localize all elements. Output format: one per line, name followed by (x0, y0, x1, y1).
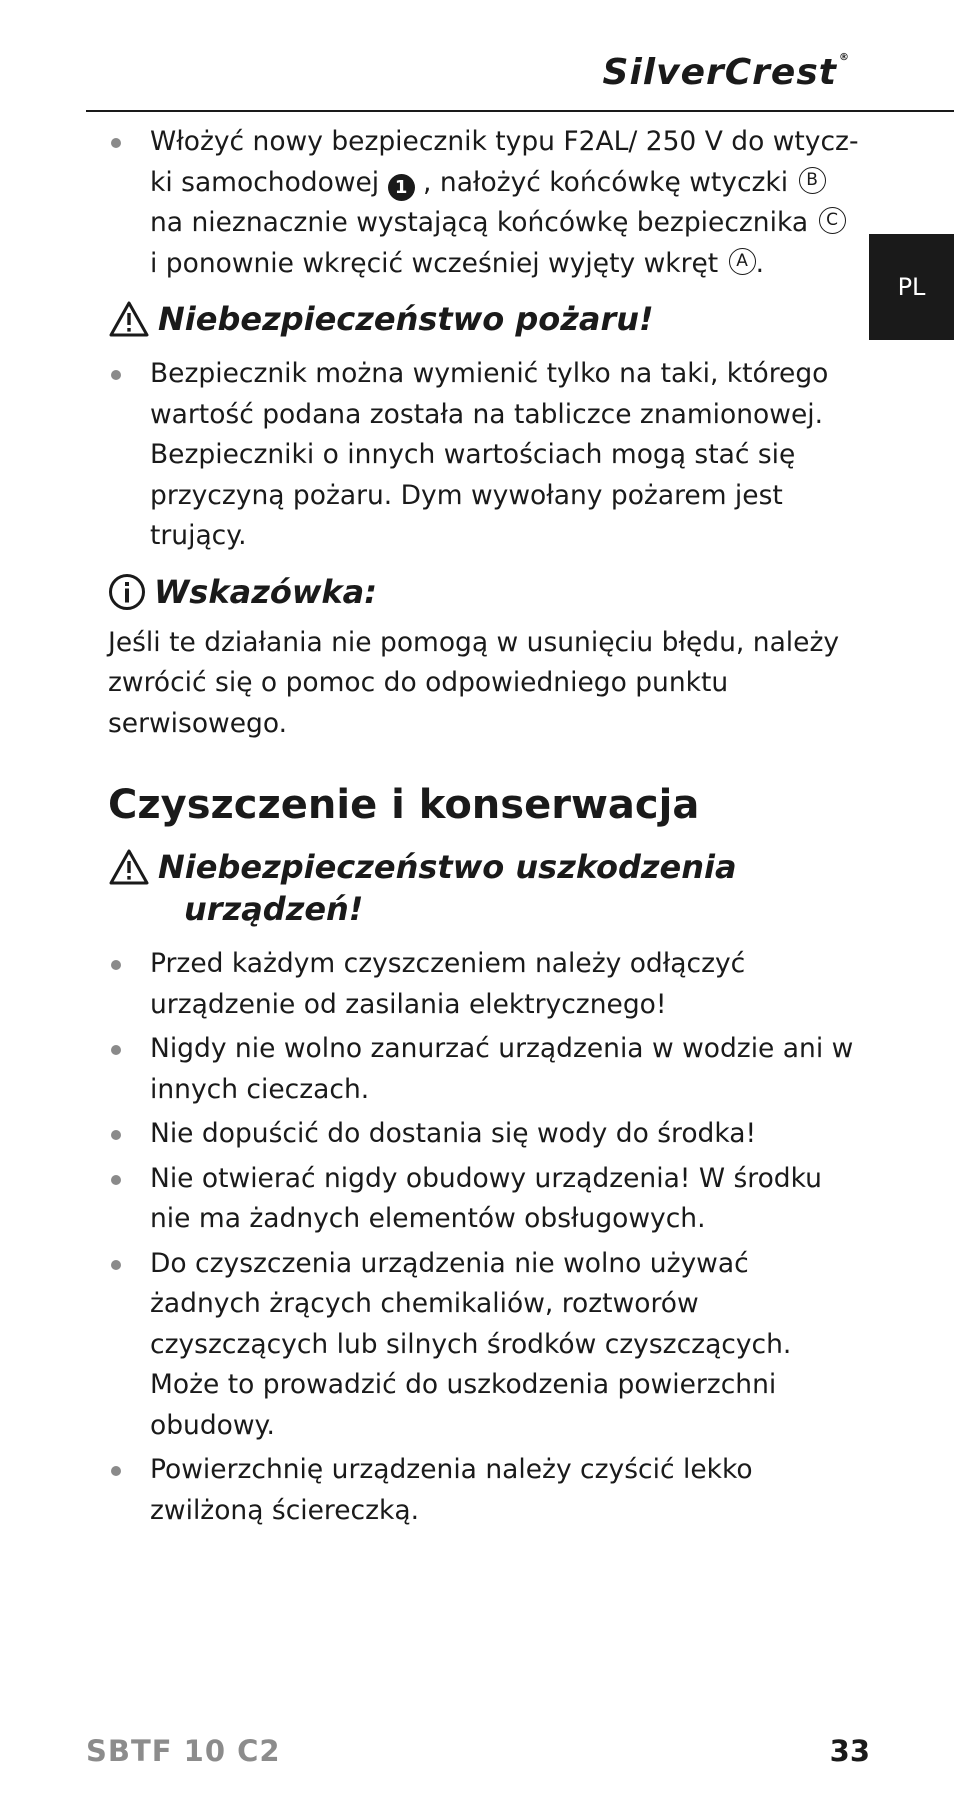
fuse-step-list (108, 122, 860, 284)
fuse-step-text: . (755, 247, 765, 279)
hint-title: Wskazówka: (154, 572, 378, 611)
damage-warning-line: Niebezpieczeństwo uszkodzenia (158, 848, 737, 886)
fire-warning-title: Niebezpieczeństwo pożaru! (158, 300, 654, 338)
brand-name: SilverCrest (602, 52, 837, 93)
ref-letter-badge: A (729, 248, 756, 275)
cleaning-list (108, 944, 860, 1531)
damage-warning-line: urządzeń! (184, 890, 364, 928)
list-item: Bezpiecznik można wymienić tylko na taki, którego wartość podana została na tabliczce znamionowej. Bezpieczniki o innych wartościach mogą stać się przyczyną pożaru. Dym wywołany pożarem jest trujący. (108, 354, 860, 557)
warning-triangle-icon (108, 848, 150, 886)
fuse-step-text: ki samochodowej (150, 166, 380, 198)
list-item: Nie otwierać nigdy obudowy urządzenia! W środku nie ma żadnych elementów obsługowych. (108, 1159, 860, 1240)
ref-number-badge: 1 (388, 174, 415, 201)
registered-mark: ® (839, 52, 850, 63)
model-number: SBTF 10 C2 (86, 1734, 281, 1768)
page-content (108, 122, 860, 1535)
ref-letter-badge: C (819, 207, 846, 234)
fire-warning-heading (108, 298, 860, 340)
list-item: Powierzchnię urządzenia należy czyścić lekko zwilżoną ściereczką. (108, 1450, 860, 1531)
info-icon (108, 573, 146, 611)
header-rule (86, 110, 954, 112)
page-number: 33 (829, 1734, 870, 1768)
warning-triangle-icon (108, 300, 150, 338)
list-item: Do czyszczenia urządzenia nie wolno używać żadnych żrących chemikaliów, roztworów czyszczących lub silnych środków czyszczących. Może to prowadzić do uszkodzenia powierzchni obudowy. (108, 1244, 860, 1447)
fuse-step-text: i ponownie wkręcić wcześniej wyjęty wkręt (150, 247, 719, 279)
list-item: Nie dopuścić do dostania się wody do środka! (108, 1114, 860, 1155)
damage-warning-title (158, 846, 737, 930)
fuse-step-text: na nieznacznie wystającą końcówkę bezpiecznika (150, 207, 809, 238)
language-tab: PL (869, 234, 954, 340)
section-heading: Czyszczenie i konserwacja (108, 782, 700, 828)
fire-warning-list (108, 354, 860, 557)
fuse-step-text: Włożyć nowy bezpiecznik typu F2AL/ 250 V do wtycz- (150, 126, 859, 157)
hint-text: Jeśli te działania nie pomogą w usunięciu błędu, należy zwrócić się o pomoc do odpowiedniego punktu serwisowego. (108, 626, 840, 739)
ref-letter-badge: B (799, 167, 826, 194)
fuse-step-text: , nałożyć końcówkę wtyczki (423, 166, 789, 198)
hint-heading (108, 571, 860, 613)
list-item: Przed każdym czyszczeniem należy odłączyć urządzenie od zasilania elektrycznego! (108, 944, 860, 1025)
list-item: Nigdy nie wolno zanurzać urządzenia w wodzie ani w innych cieczach. (108, 1029, 860, 1110)
list-item (108, 122, 860, 284)
damage-warning-heading (108, 846, 860, 930)
brand-logo (603, 52, 850, 93)
